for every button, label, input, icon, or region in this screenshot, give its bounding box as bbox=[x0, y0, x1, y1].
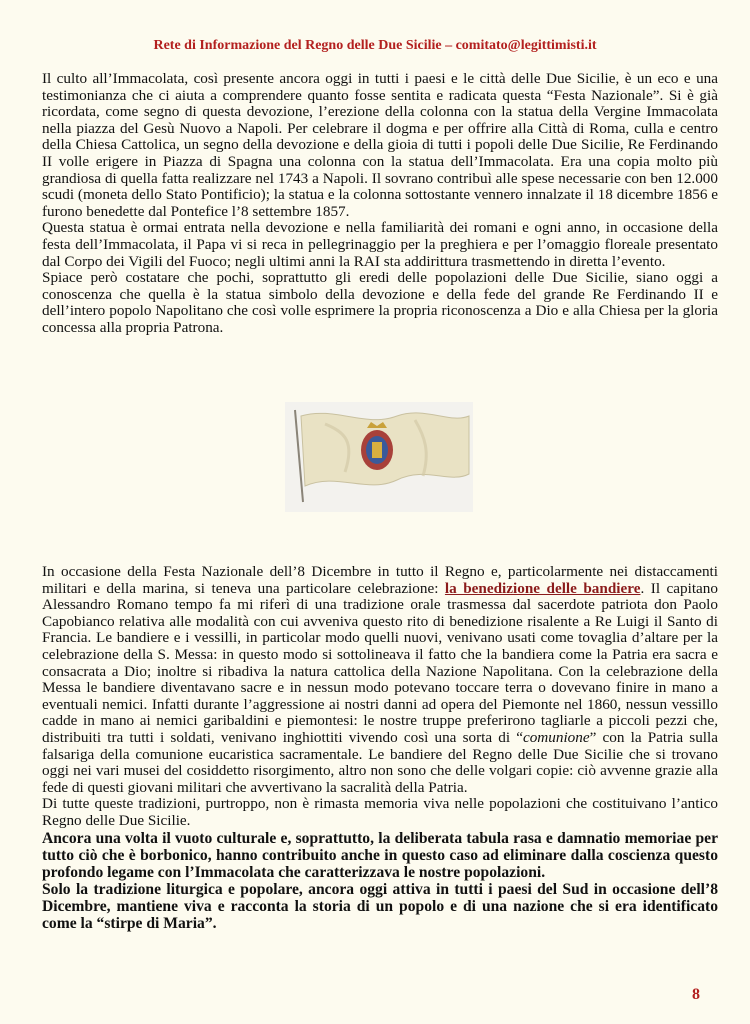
intro-section bbox=[42, 71, 718, 337]
paragraph-banner-blessing bbox=[42, 564, 718, 796]
flag-image bbox=[285, 402, 473, 512]
text-segment: . Il capitano Alessandro Romano tempo fa mi riferì di una tradizione orale trasmessa dal sacerdote patriota don Paolo Capobianco relativa alle modalità con cui avveniva questo rito di benedizione risalente a Re Luigi il Santo di Francia. Le bandiere e i vessilli, in particolar modo quelli nuovi, venivano usati come tovaglia d’altare per la celebrazione della S. Messa: in questo modo si sottolineava il fatto che la bandiera come la Patria era sacra e consacrata a Dio; inoltre si ribadiva la natura cattolica della Nazione Napolitana. Con la celebrazione della Messa le bandiere diventavano sacre e in nessun modo potevano toccare terra o dovevano finire in mano a eventuali nemici. Infatti durante l’aggressione ai nostri danni ad opera del Piemonte nel 1860, nessun vessillo cadde in mano ai nemici garibaldini e piemontesi: le nostre truppe preferirono tagliarle a piccoli pezzi che, distribuiti tra tutti i soldati, venivano inghiottiti vivendo così una sorta di “ bbox=[42, 579, 718, 746]
page-number: 8 bbox=[692, 986, 700, 1003]
paragraph-liturgical-tradition: Solo la tradizione liturgica e popolare, ancora oggi attiva in tutti i paesi del Sud in occasione dell’8 Dicembre, mantiene viva e racconta la storia di un popolo e di una nazione che si era identificato come la “stirpe di Maria”. bbox=[42, 880, 718, 932]
page-header: Rete di Informazione del Regno delle Due Sicilie – comitato@legittimisti.it bbox=[153, 38, 597, 53]
italic-communion: comunione bbox=[522, 728, 590, 746]
paragraph-lost-traditions: Di tutte queste tradizioni, purtroppo, non è rimasta memoria viva nelle popolazioni che costituivano l’antico Regno delle Due Sicilie. bbox=[42, 795, 718, 829]
paragraph-cultural-void: Ancora una volta il vuoto culturale e, soprattutto, la deliberata tabula rasa e damnatio memoriae per tutto ciò che è borbonico, hanno contribuito anche in questo caso ad eliminare dalla coscienza questo profondo legame con l’Immacolata che caratterizzava le nostre popolazioni. bbox=[42, 829, 718, 881]
paragraph-statue-devotion: Questa statua è ormai entrata nella devozione e nella familiarità dei romani e ogni anno, in occasione della festa dell’Immacolata, il Papa vi si reca in pellegrinaggio per la preghiera e per l’omaggio floreale presentato dal Corpo dei Vigili del Fuoco; negli ultimi anni la RAI sta addirittura trasmettendo in diretta l’evento. bbox=[42, 219, 718, 270]
link-blessing-of-flags[interactable]: la benedizione delle bandiere bbox=[444, 579, 641, 597]
banner-blessing-section bbox=[42, 564, 718, 932]
text-segment: ” con la Patria sulla falsariga della comunione eucaristica sacramentale. Le bandiere del Regno delle Due Sicilie che si trovano oggi nei vari musei del cosiddetto risorgimento, altro non sono che delle volgari copie: ciò avvenne grazie alla fede di questi giovani militari che avvertivano la sacralità della Patria. bbox=[42, 728, 718, 796]
two-sicilies-flag-picture bbox=[285, 402, 473, 512]
paragraph-heirs-awareness: Spiace però costatare che pochi, soprattutto gli eredi delle popolazioni delle Due Sicilie, siano oggi a conoscenza che quella è la statua simbolo della devozione e della fede del grande Re Ferdinando II e dell’intero popolo Napolitano che così volle esprimere la propria riconoscenza a Dio e alla Chiesa per la gloria concessa alla propria Patrona. bbox=[42, 269, 718, 336]
text-segment: In occasione della Festa Nazionale dell’8 Dicembre in tutto il Regno e, particolarmente nei distaccamenti militari e della marina, si teneva una particolare celebrazione: bbox=[42, 563, 718, 597]
paragraph-immacolata-cult: Il culto all’Immacolata, così presente ancora oggi in tutti i paesi e le città delle Due Sicilie, è un eco e una testimonianza che ci aiuta a comprendere quanto fosse sentita e radicata questa “Festa Nazionale”. Si è già ricordata, come segno di questa devozione, l’erezione della colonna con la statua della Vergine Immacolata nella piazza del Gesù Nuovo a Napoli. Per celebrare il dogma e per offrire alla Città di Roma, culla e centro della Chiesa Cattolica, un segno della devozione e della gioia di tutti i popoli delle Due Sicilie, Re Ferdinando II volle erigere in Piazza di Spagna una colonna con la statua dell’Immacolata. Era una copia molto più grandiosa di quella fatta realizzare nel 1743 a Napoli. Il sovrano contribuì alle spese necessarie con ben 12.000 scudi (moneta dello Stato Pontificio); la statua e la colonna sottostante vennero innalzate il 18 dicembre 1856 e furono benedette dal Pontefice l’8 settembre 1857. bbox=[42, 70, 718, 220]
